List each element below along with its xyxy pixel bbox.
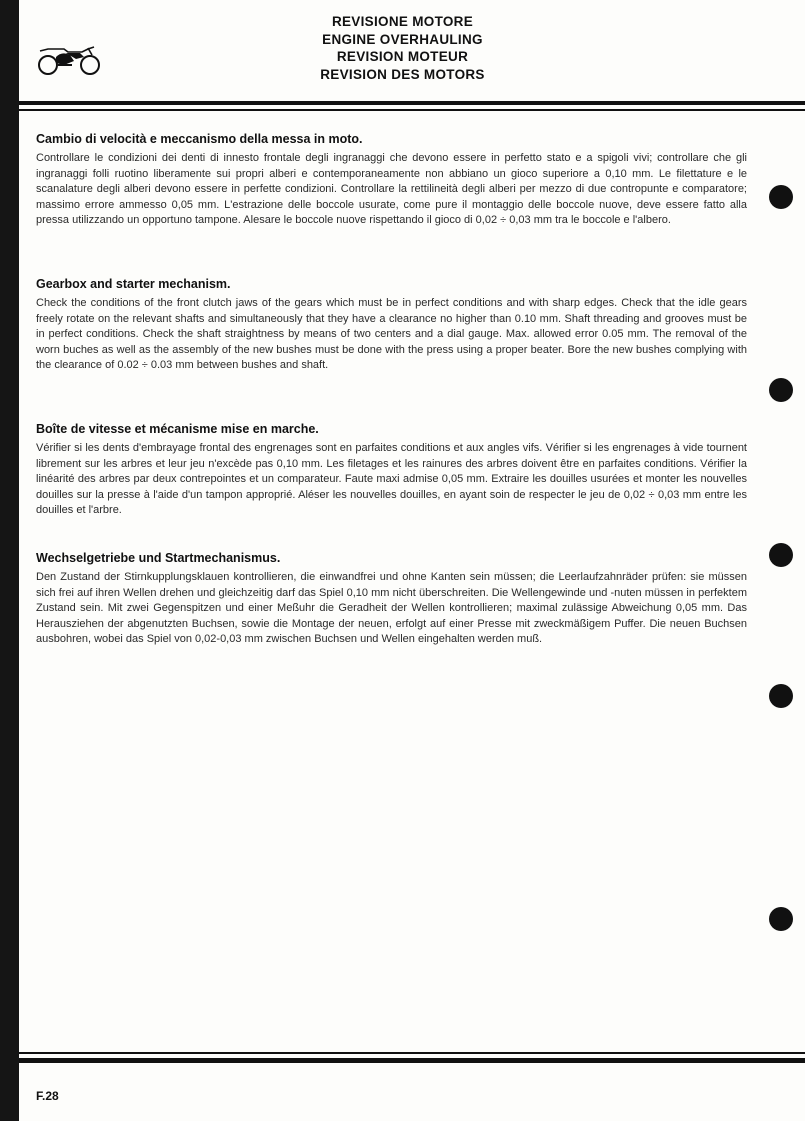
page-number: F.28 bbox=[36, 1089, 59, 1103]
title-italian: REVISIONE MOTORE bbox=[331, 14, 474, 29]
section-heading: Wechselgetriebe und Startmechanismus. bbox=[36, 551, 281, 565]
section-heading: Gearbox and starter mechanism. bbox=[36, 277, 231, 291]
section-italian bbox=[36, 131, 747, 229]
binder-hole bbox=[769, 684, 793, 708]
section-body: Vérifier si les dents d'embrayage frontal des engrenages sont en parfaites conditions et aux angles vifs. Vérifier si les engrenages à vide tournent librement sur les arbres et leur jeu n'excède pas 0,10 mm. Les filetages et les rainures des arbres doivent être en parfaites conditions. Vérifier la linéarité des arbres par deux contrepointes et un comparateur. Faute maxi admise 0,05 mm. Extraire les douilles usurées et monter les nouvelles douilles sur la presse à l'aide d'un tampon approprié. Aléser les nouvelles douilles, en ayant soin de respecter le jeu de 0,02 ÷ 0,03 mm entre les douilles et l'arbre. bbox=[36, 442, 747, 517]
header-rule-thin bbox=[19, 109, 805, 111]
motorcycle-icon bbox=[36, 43, 102, 77]
footer-rule-thick bbox=[19, 1058, 805, 1063]
section-german bbox=[36, 550, 747, 648]
header-rule-thick bbox=[19, 101, 805, 105]
binder-hole bbox=[769, 378, 793, 402]
binder-hole bbox=[769, 907, 793, 931]
binding-spine bbox=[0, 0, 19, 1121]
section-heading: Cambio di velocità e meccanismo della messa in moto. bbox=[36, 132, 363, 146]
section-french bbox=[36, 421, 747, 519]
footer-rule-thin bbox=[19, 1052, 805, 1054]
section-body: Den Zustand der Stirnkupplungsklauen kontrollieren, die einwandfrei und ohne Kanten sein müssen; die Leerlaufzahnräder prüfen: sie müssen sich frei auf ihren Wellen drehen und gleichzeitig darf das Spiel 0,10 mm nicht überschreiten. Die Wellengewinde und -nuten müssen in perfektem Zustand sein. Mit zwei Gegenspitzen und einer Meßuhr die Geradheit der Wellen kontrollieren; maximal zulässige Abweichung 0,05 mm. Das Herausziehen der abgenutzten Buchsen, sowie die Montage der neuen, erfolgt auf einer Presse mit zweckmäßigem Puffer. Die neuen Buchsen ausbohren, wobei das Spiel von 0,02-0,03 mm zwischen Buchsen und Wellen eingehalten werden muß. bbox=[36, 571, 747, 646]
title-english: ENGINE OVERHAULING bbox=[322, 31, 483, 47]
binder-hole bbox=[769, 543, 793, 567]
section-english bbox=[36, 276, 747, 374]
title-french: REVISION MOTEUR bbox=[336, 49, 469, 64]
title-german: REVISION DES MOTORS bbox=[320, 66, 485, 82]
header-titles bbox=[230, 13, 575, 83]
section-heading: Boîte de vitesse et mécanisme mise en marche. bbox=[36, 422, 319, 436]
binder-hole bbox=[769, 185, 793, 209]
section-body: Controllare le condizioni dei denti di innesto frontale degli ingranaggi che devono essere in perfetto stato e a spigoli vivi; controllare che gli ingranaggi folli ruotino liberamente sui propri alberi e contemporaneamente non abbiano un gioco superiore a 0,10 mm. Le filettature e le scanalature degli alberi devono essere in perfette condizioni. Controllare la rettilineità degli alberi per mezzo di due contropunte e comparatore; massimo errore ammesso 0,05 mm. L'estrazione delle boccole usurate, come pure il montaggio delle boccole nuove, deve essere fatto alla pressa utilizzando un opportuno tampone. Alesare le boccole nuove rispettando il gioco di 0,02 ÷ 0,03 mm tra le boccole e l'albero. bbox=[36, 152, 747, 227]
section-body: Check the conditions of the front clutch jaws of the gears which must be in perfect conditions and with sharp edges. Check that the idle gears freely rotate on the relevant shafts and simultaneously that they have a clearance no higher than 0.10 mm. Shaft threading and grooves must be in perfect conditions. Check the shaft straightness by means of two centers and a dial gauge. Max. allowed error 0.05 mm. The removal of the worn buches as well as the assembly of the new bushes must be done with the press using a proper beater. Bore the new bushes complying with the clearance of 0.02 ÷ 0.03 mm between bushes and shaft. bbox=[36, 297, 747, 372]
